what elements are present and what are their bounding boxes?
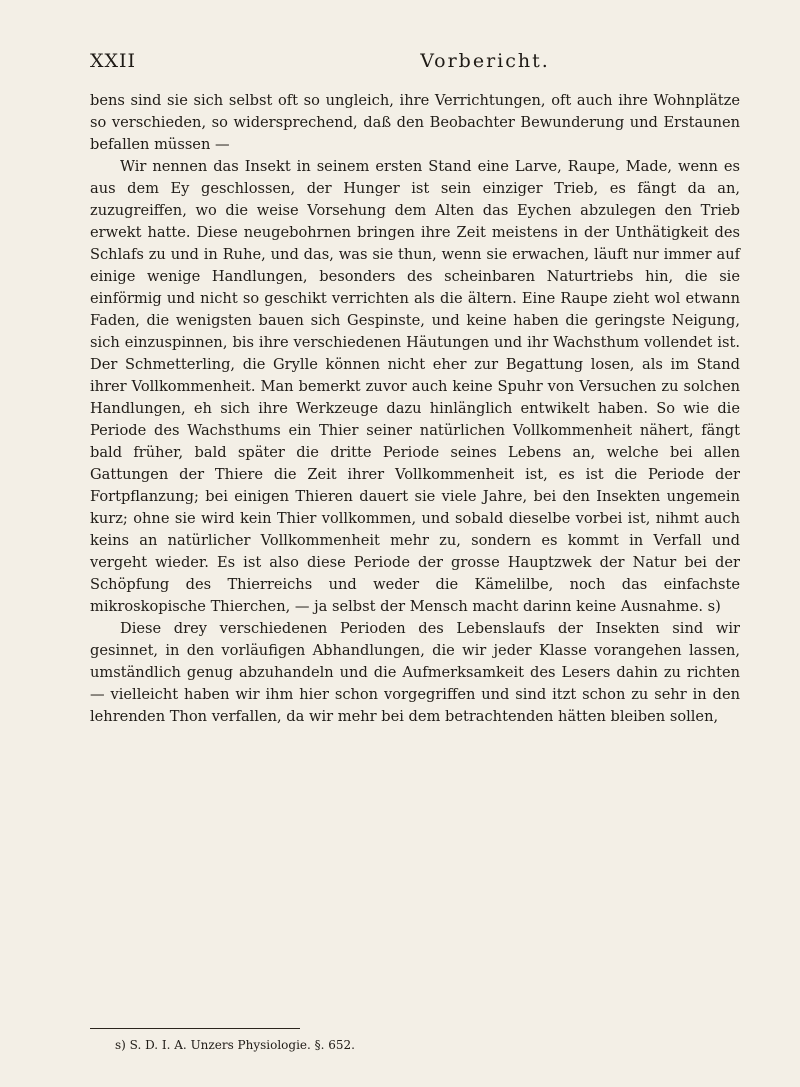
- paragraph-continuation: bens sind sie sich selbst oft so ungleich, ihre Verrichtungen, oft auch ihre Wohnplätze so verschieden, so widersprechend, daß den Beobachter Bewunderung und Erstaunen befallen müssen —: [90, 92, 740, 153]
- paragraph-three-periods: Diese drey verschiedenen Perioden des Lebenslaufs der Insekten sind wir gesinnet, in den vorläufigen Abhandlungen, die wir jeder Klasse vorangehen lassen, umständlich genug abzuhandeln und die Aufmerksamkeit des Lesers dahin zu richten — vielleicht haben wir ihm hier schon vorgegriffen und sind itzt schon zu sehr in den lehrenden Thon verfallen, da wir mehr bei dem betrachtenden hätten bleiben sollen,: [90, 620, 740, 725]
- body-text: [90, 90, 740, 728]
- running-head: [90, 50, 740, 76]
- footnote-rule: [90, 1028, 300, 1029]
- page-number: XXII: [90, 50, 137, 72]
- footnote: s) S. D. I. A. Unzers Physiologie. §. 652.: [115, 1038, 355, 1052]
- paragraph-insect-stages: Wir nennen das Insekt in seinem ersten Stand eine Larve, Raupe, Made, wenn es aus dem Ey geschlossen, der Hunger ist sein einziger Trieb, es fängt da an, zuzugreiffen, wo die weise Vorsehung dem Alten das Eychen abzulegen den Trieb erwekt hatte. Diese neugebohrnen bringen ihre Zeit meistens in der Unthätigkeit des Schlafs zu und in Ruhe, und das, was sie thun, wenn sie erwachen, läuft nur immer auf einige wenige Handlungen, besonders des scheinbaren Naturtriebs hin, die sie einförmig und nicht so geschikt verrichten als die ältern. Eine Raupe zieht wol etwann Faden, die wenigsten bauen sich Gespinste, und keine haben die geringste Neigung, sich einzuspinnen, bis ihre verschiedenen Häutungen und ihr Wachsthum vollendet ist. Der Schmetterling, die Grylle können nicht eher zur Begattung losen, als im Stand ihrer Vollkommenheit. Man bemerkt zuvor auch keine Spuhr von Versuchen zu solchen Handlungen, eh sich ihre Werkzeuge dazu hinlänglich entwikelt haben. So wie die Periode des Wachsthums ein Thier seiner natürlichen Vollkommenheit nähert, fängt bald früher, bald später die dritte Periode seines Lebens an, welche bei allen Gattungen der Thiere die Zeit ihrer Vollkommenheit ist, es ist die Periode der Fortpflanzung; bei einigen Thieren dauert sie viele Jahre, bei den Insekten ungemein kurz; ohne sie wird kein Thier vollkommen, und sobald dieselbe vorbei ist, nihmt auch keins an natürlicher Vollkommenheit mehr zu, sondern es kommt in Verfall und vergeht wieder. Es ist also diese Periode der grosse Hauptzwek der Natur bei der Schöpfung des Thierreichs und weder die Kämelilbe, noch das einfachste mikroskopische Thierchen, — ja selbst der Mensch macht darinn keine Ausnahme. s): [90, 158, 740, 615]
- running-title: Vorbericht.: [420, 50, 550, 72]
